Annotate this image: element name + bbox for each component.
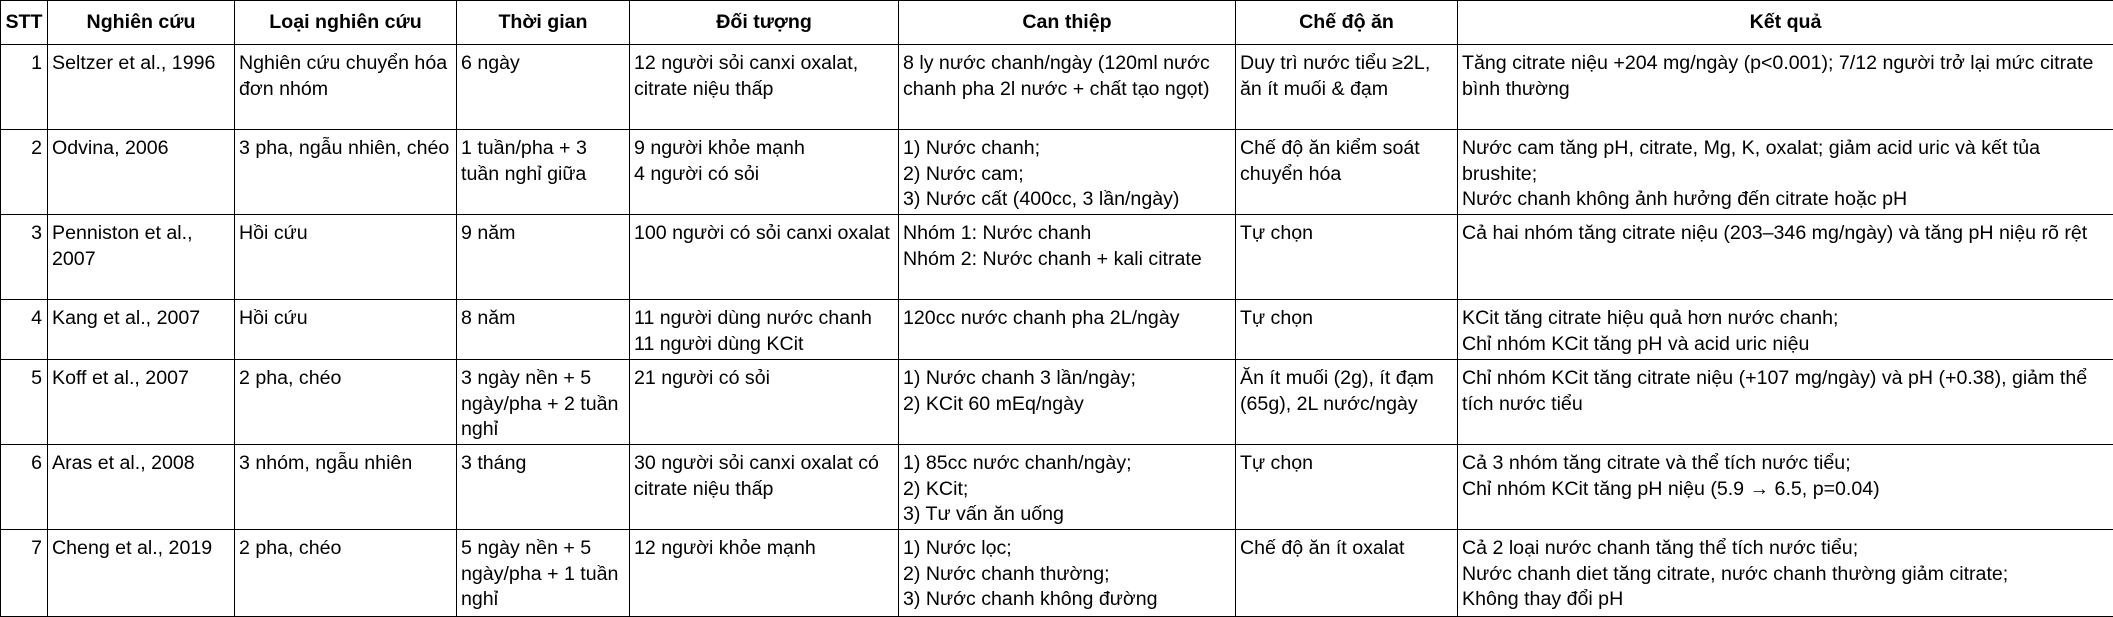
table-row (1, 215, 2113, 300)
intervention-line: 2) Nước chanh thường; (903, 562, 1231, 588)
study-cell: Penniston et al., 2007 (48, 215, 235, 300)
header-study: Nghiên cứu (48, 1, 235, 45)
result-text: Tăng citrate niệu +204 mg/ngày (p<0.001); 7/12 người trở lại mức citrate bình thường (1462, 51, 2109, 102)
duration-cell: 9 năm (457, 215, 630, 300)
result-text: Nước chanh diet tăng citrate, nước chanh thường giảm citrate; (1462, 562, 2109, 588)
results-cell (1458, 130, 2113, 215)
results-cell (1458, 360, 2113, 445)
row-number: 6 (1, 445, 48, 530)
intervention-line: 1) 85cc nước chanh/ngày; (903, 451, 1231, 477)
row-number: 4 (1, 300, 48, 360)
intervention-line: 3) Nước chanh không đường (903, 587, 1231, 613)
intervention-cell (899, 45, 1236, 130)
intervention-cell (899, 300, 1236, 360)
subjects-line: 4 người có sỏi (634, 162, 894, 188)
subjects-cell: 30 người sỏi canxi oxalat có citrate niệu thấp (630, 445, 899, 530)
diet-cell: Tự chọn (1236, 215, 1458, 300)
subjects-line: 11 người dùng KCit (634, 332, 894, 358)
diet-cell: Chế độ ăn kiểm soát chuyển hóa (1236, 130, 1458, 215)
table-row (1, 445, 2113, 530)
diet-cell: Tự chọn (1236, 445, 1458, 530)
study-type-cell: Nghiên cứu chuyển hóa đơn nhóm (235, 45, 457, 130)
diet-cell: Tự chọn (1236, 300, 1458, 360)
study-type-cell: 3 nhóm, ngẫu nhiên (235, 445, 457, 530)
diet-cell: Duy trì nước tiểu ≥2L, ăn ít muối & đạm (1236, 45, 1458, 130)
result-text: Chỉ nhóm KCit tăng citrate niệu (+107 mg/ngày) và pH (+0.38), giảm thể tích nước tiểu (1462, 366, 2109, 417)
intervention-line: 1) Nước chanh; (903, 136, 1231, 162)
duration-cell: 8 năm (457, 300, 630, 360)
study-cell: Seltzer et al., 1996 (48, 45, 235, 130)
table-row (1, 45, 2113, 130)
header-stt: STT (1, 1, 48, 45)
header-duration: Thời gian (457, 1, 630, 45)
subjects-cell: 12 người khỏe mạnh (630, 530, 899, 617)
table-row (1, 360, 2113, 445)
header-results: Kết quả (1458, 1, 2113, 45)
intervention-line: 1) Nước lọc; (903, 536, 1231, 562)
header-study-type: Loại nghiên cứu (235, 1, 457, 45)
row-number: 5 (1, 360, 48, 445)
table-row (1, 530, 2113, 617)
diet-cell: Ăn ít muối (2g), ít đạm (65g), 2L nước/ngày (1236, 360, 1458, 445)
duration-cell: 3 tháng (457, 445, 630, 530)
intervention-line: Nhóm 1: Nước chanh (903, 221, 1231, 247)
intervention-line: 3) Tư vấn ăn uống (903, 502, 1231, 528)
subjects-cell: 12 người sỏi canxi oxalat, citrate niệu thấp (630, 45, 899, 130)
duration-cell: 3 ngày nền + 5 ngày/pha + 2 tuần nghỉ (457, 360, 630, 445)
header-subjects: Đối tượng (630, 1, 899, 45)
result-text: Chỉ nhóm KCit tăng pH niệu (5.9 → 6.5, p=0.04) (1462, 477, 2109, 503)
study-cell: Kang et al., 2007 (48, 300, 235, 360)
duration-cell: 6 ngày (457, 45, 630, 130)
subjects-line: 11 người dùng nước chanh (634, 306, 894, 332)
table-row (1, 300, 2113, 360)
result-text: KCit tăng citrate hiệu quả hơn nước chanh; (1462, 306, 2109, 332)
results-cell (1458, 530, 2113, 617)
study-cell: Odvina, 2006 (48, 130, 235, 215)
header-intervention: Can thiệp (899, 1, 1236, 45)
diet-cell: Chế độ ăn ít oxalat (1236, 530, 1458, 617)
intervention-text: 8 ly nước chanh/ngày (120ml nước chanh pha 2l nước + chất tạo ngọt) (903, 51, 1231, 102)
results-cell (1458, 215, 2113, 300)
result-text: Chỉ nhóm KCit tăng pH và acid uric niệu (1462, 332, 2109, 358)
duration-cell: 1 tuần/pha + 3 tuần nghỉ giữa (457, 130, 630, 215)
header-diet: Chế độ ăn (1236, 1, 1458, 45)
study-type-cell: 2 pha, chéo (235, 530, 457, 617)
row-number: 2 (1, 130, 48, 215)
intervention-cell (899, 130, 1236, 215)
intervention-line: 3) Nước cất (400cc, 3 lần/ngày) (903, 187, 1231, 213)
result-text: Cả 2 loại nước chanh tăng thể tích nước tiểu; (1462, 536, 2109, 562)
intervention-cell (899, 360, 1236, 445)
table-row (1, 130, 2113, 215)
intervention-cell (899, 445, 1236, 530)
row-number: 3 (1, 215, 48, 300)
study-type-cell: 2 pha, chéo (235, 360, 457, 445)
results-cell (1458, 445, 2113, 530)
subjects-cell (630, 130, 899, 215)
subjects-line: 9 người khỏe mạnh (634, 136, 894, 162)
table-header-row (1, 1, 2113, 45)
results-cell (1458, 300, 2113, 360)
study-type-cell: Hồi cứu (235, 215, 457, 300)
results-cell (1458, 45, 2113, 130)
study-type-cell: 3 pha, ngẫu nhiên, chéo (235, 130, 457, 215)
result-text: Không thay đổi pH (1462, 587, 2109, 613)
intervention-line: 2) KCit 60 mEq/ngày (903, 392, 1231, 418)
result-text: Cả 3 nhóm tăng citrate và thể tích nước tiểu; (1462, 451, 2109, 477)
intervention-line: 2) KCit; (903, 477, 1231, 503)
subjects-cell: 21 người có sỏi (630, 360, 899, 445)
duration-cell: 5 ngày nền + 5 ngày/pha + 1 tuần nghỉ (457, 530, 630, 617)
intervention-cell (899, 215, 1236, 300)
study-type-cell: Hồi cứu (235, 300, 457, 360)
intervention-line: 120cc nước chanh pha 2L/ngày (903, 306, 1231, 332)
intervention-line: 1) Nước chanh 3 lần/ngày; (903, 366, 1231, 392)
row-number: 7 (1, 530, 48, 617)
intervention-line: Nhóm 2: Nước chanh + kali citrate (903, 247, 1231, 273)
subjects-cell (630, 300, 899, 360)
result-text: Nước cam tăng pH, citrate, Mg, K, oxalat; giảm acid uric và kết tủa brushite; (1462, 136, 2109, 187)
row-number: 1 (1, 45, 48, 130)
intervention-cell (899, 530, 1236, 617)
study-cell: Cheng et al., 2019 (48, 530, 235, 617)
subjects-cell: 100 người có sỏi canxi oxalat (630, 215, 899, 300)
result-text: Nước chanh không ảnh hưởng đến citrate hoặc pH (1462, 187, 2109, 213)
study-cell: Koff et al., 2007 (48, 360, 235, 445)
intervention-line: 2) Nước cam; (903, 162, 1231, 188)
study-cell: Aras et al., 2008 (48, 445, 235, 530)
result-text: Cả hai nhóm tăng citrate niệu (203–346 mg/ngày) và tăng pH niệu rõ rệt (1462, 221, 2109, 247)
